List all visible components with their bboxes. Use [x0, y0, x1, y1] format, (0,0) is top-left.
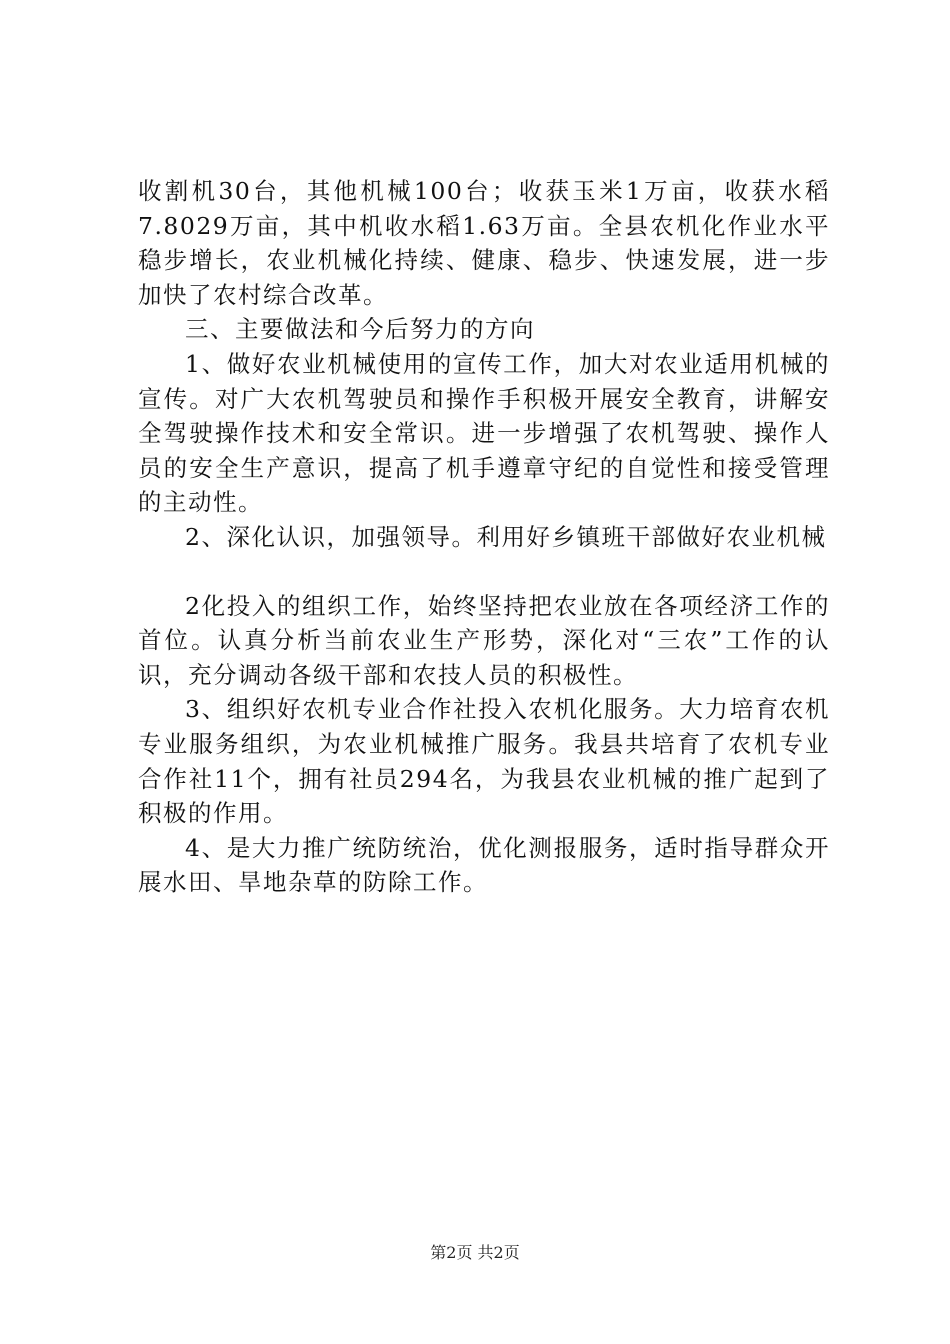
- page-footer: [0, 1243, 950, 1263]
- paragraph-item-4: 4、是大力推广统防统治，优化测报服务，适时指导群众开展水田、旱地杂草的防除工作。: [138, 833, 830, 897]
- paragraph-item-1: 1、做好农业机械使用的宣传工作，加大对农业适用机械的宣传。对广大农机驾驶员和操作手积极开展安全教育，讲解安全驾驶操作技术和安全常识。进一步增强了农机驾驶、操作人员的安全生产意识，提高了机手遵章守纪的自觉性和接受管理的主动性。: [138, 349, 830, 517]
- section-heading-methods: 三、主要做法和今后努力的方向: [185, 315, 535, 344]
- document-body: [138, 174, 830, 900]
- paragraph-item-3: 3、组织好农机专业合作社投入农机化服务。大力培育农机专业服务组织，为农业机械推广服务。我县共培育了农机专业合作社11个，拥有社员294名，为我县农业机械的推广起到了积极的作用。: [138, 695, 830, 828]
- paragraph-item-2-start: 2、深化认识，加强领导。利用好乡镇班干部做好农业机械: [185, 522, 827, 551]
- page-number-label: 第2页 共2页: [430, 1243, 520, 1262]
- paragraph-item-2-continued: 2化投入的组织工作，始终坚持把农业放在各项经济工作的首位。认真分析当前农业生产形势，深化对“三农”工作的认识，充分调动各级干部和农技人员的积极性。: [138, 591, 830, 689]
- page-break-gap: [138, 555, 830, 589]
- paragraph-harvest-stats: 收割机30台，其他机械100台；收获玉米1万亩，收获水稻7.8029万亩，其中机收水稻1.63万亩。全县农机化作业水平稳步增长，农业机械化持续、健康、稳步、快速发展，进一步加快了农村综合改革。: [138, 177, 830, 309]
